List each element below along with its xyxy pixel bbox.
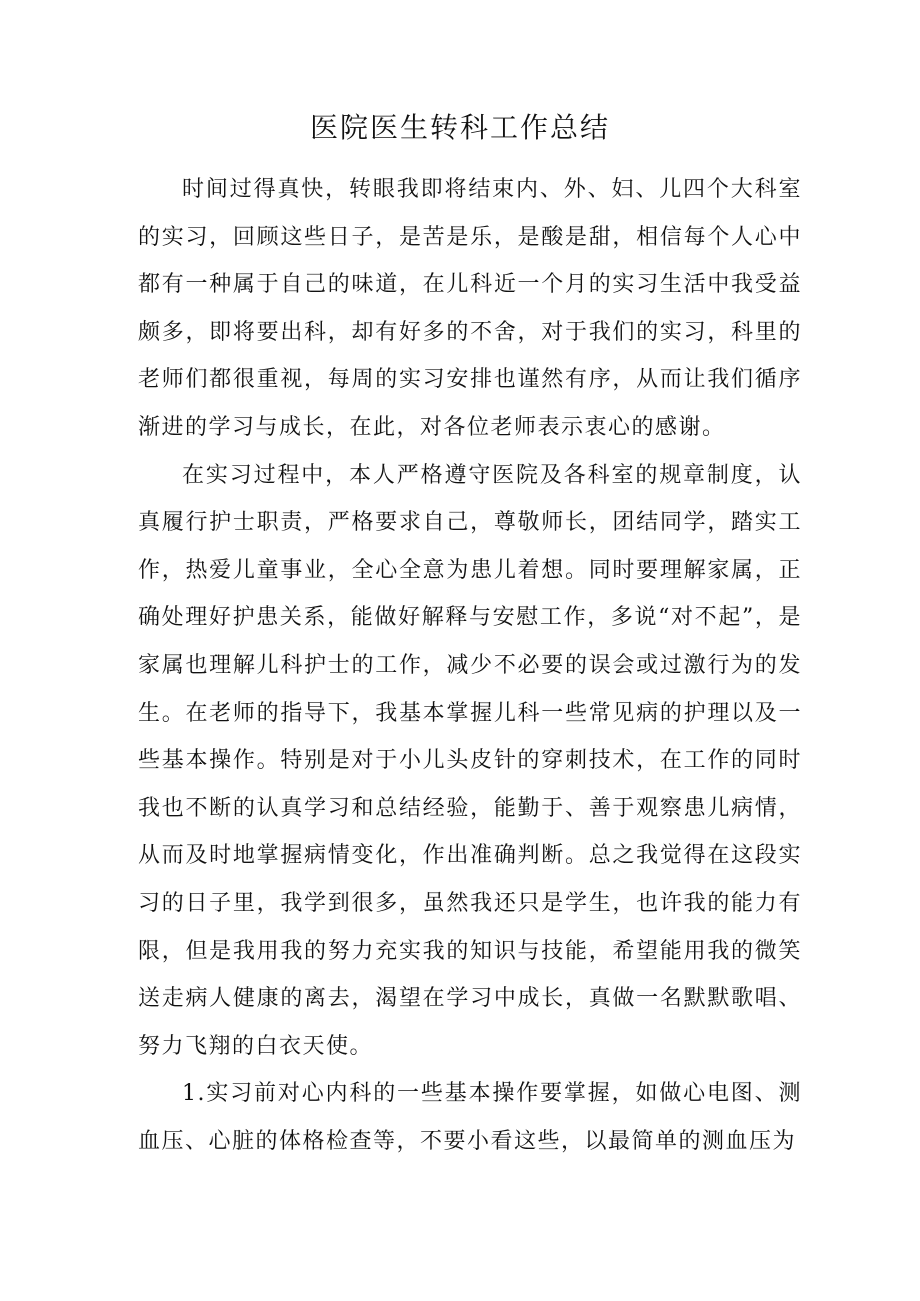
paragraph-internship-process: 在实习过程中，本人严格遵守医院及各科室的规章制度，认真履行护士职责，严格要求自己，尊敬师长，团结同学，踏实工作，热爱儿童事业，全心全意为患儿着想。同时要理解家属，正确处理好护患关系，能做好解释与安慰工作，多说“对不起”，是家属也理解儿科护士的工作，减少不必要的误会或过激行为的发生。在老师的指导下，我基本掌握儿科一些常见病的护理以及一些基本操作。特别是对于小儿头皮针的穿刺技术，在工作的同时我也不断的认真学习和总结经验，能勤于、善于观察患儿病情，从而及时地掌握病情变化，作出准确判断。总之我觉得在这段实习的日子里，我学到很多，虽然我还只是学生，也许我的能力有限，但是我用我的努力充实我的知识与技能，希望能用我的微笑送走病人健康的离去，渴望在学习中成长，真做一名默默歌唱、努力飞翔的白衣天使。 bbox=[138, 462, 802, 1059]
document-title: 医院医生转科工作总结 bbox=[309, 111, 610, 144]
document-body bbox=[138, 166, 802, 1165]
paragraph-intro: 时间过得真快，转眼我即将结束内、外、妇、儿四个大科室的实习，回顾这些日子，是苦是乐，是酸是甜，相信每个人心中都有一种属于自己的味道，在儿科近一个月的实习生活中我受益颇多，即将要出科，却有好多的不舍，对于我们的实习，科里的老师们都很重视，每周的实习安排也谨然有序，从而让我们循序渐进的学习与成长，在此，对各位老师表示衷心的感谢。 bbox=[138, 177, 802, 440]
paragraph-item-1: 1.实习前对心内科的一些基本操作要掌握，如做心电图、测血压、心脏的体格检查等，不要小看这些，以最简单的测血压为 bbox=[138, 1081, 802, 1154]
